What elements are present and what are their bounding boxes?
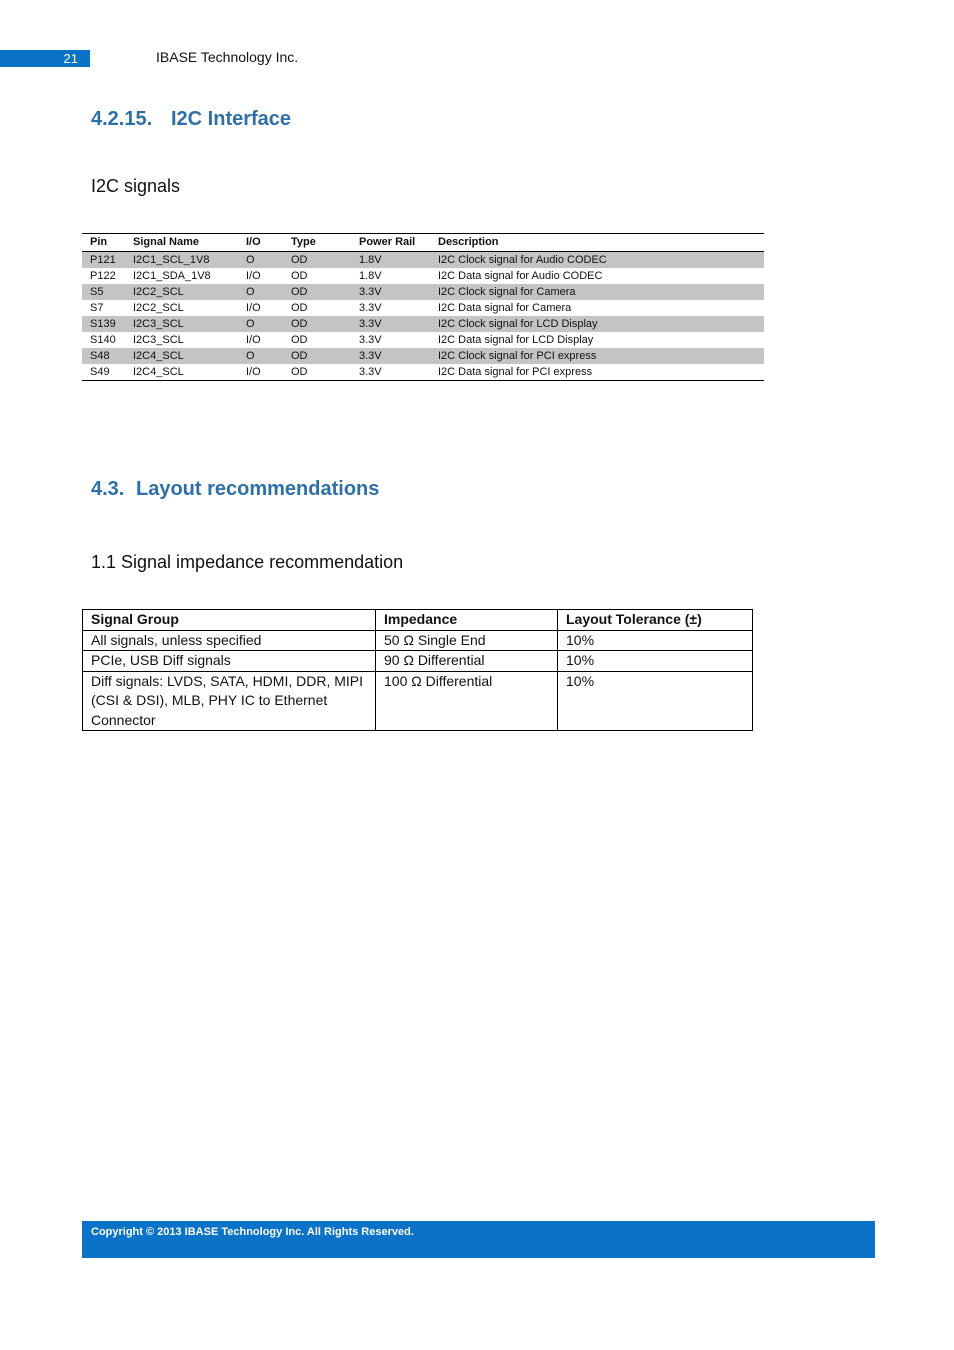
table-cell: O <box>238 348 283 364</box>
layout-subtitle: 1.1 Signal impedance recommendation <box>91 552 404 572</box>
table-cell: I2C4_SCL <box>125 364 238 381</box>
table-cell: I2C2_SCL <box>133 302 184 314</box>
page-number: 21 <box>0 50 90 67</box>
table-cell: I2C Clock signal for LCD Display <box>430 316 764 332</box>
table-cell: 3.3V <box>351 348 430 364</box>
table-cell: I2C Data signal for Audio CODEC <box>438 270 603 282</box>
table-cell: 10% <box>558 671 753 731</box>
table-cell: OD <box>283 284 351 300</box>
table-cell: I2C1_SDA_1V8 <box>133 270 211 282</box>
table-cell: S140 <box>90 334 116 346</box>
table-cell: I2C2_SCL <box>125 284 238 300</box>
table-cell: 50 Ω Single End <box>376 630 558 651</box>
table-row <box>82 332 764 348</box>
table-cell: O <box>238 252 283 269</box>
table-cell: All signals, unless specified <box>83 630 376 651</box>
table-cell: OD <box>283 348 351 364</box>
table-cell: I/O <box>246 302 261 314</box>
column-header: Impedance <box>376 610 558 631</box>
section-number: 4.3. <box>91 478 125 500</box>
table-cell: 1.8V <box>359 270 382 282</box>
table-cell: I2C3_SCL <box>133 334 184 346</box>
column-header: Layout Tolerance (±) <box>558 610 753 631</box>
table-cell: S5 <box>82 284 125 300</box>
table-header-row <box>82 234 764 252</box>
table-cell: I/O <box>246 270 261 282</box>
table-cell: P121 <box>82 252 125 269</box>
table-cell: I/O <box>246 334 261 346</box>
table-cell: I/O <box>238 364 283 381</box>
table-cell: PCIe, USB Diff signals <box>83 651 376 672</box>
footer-bar <box>82 1221 875 1258</box>
table-row <box>82 268 764 284</box>
section-heading-layout <box>91 478 379 501</box>
table-cell: Diff signals: LVDS, SATA, HDMI, DDR, MIPI (CSI & DSI), MLB, PHY IC to Ethernet Connector <box>83 671 376 731</box>
table-cell: O <box>238 284 283 300</box>
table-cell: 3.3V <box>351 364 430 381</box>
table-row <box>83 671 753 731</box>
table-cell: S7 <box>90 302 104 314</box>
table-cell: OD <box>283 316 351 332</box>
i2c-signal-table <box>82 233 764 381</box>
table-cell: OD <box>283 364 351 381</box>
table-cell: 3.3V <box>351 316 430 332</box>
column-header: Signal Name <box>125 234 238 252</box>
section-number: 4.2.15. <box>91 108 153 130</box>
table-cell: P122 <box>90 270 116 282</box>
table-cell: OD <box>291 270 308 282</box>
table-cell: I2C1_SCL_1V8 <box>125 252 238 269</box>
table-row <box>82 300 764 316</box>
table-row <box>82 348 764 364</box>
table-cell: I2C Data signal for LCD Display <box>438 334 594 346</box>
table-cell: 3.3V <box>351 284 430 300</box>
column-header: Pin <box>82 234 125 252</box>
column-header: Type <box>283 234 351 252</box>
company-name: IBASE Technology Inc. <box>156 49 299 65</box>
impedance-table <box>82 609 753 731</box>
table-cell: I2C Clock signal for Camera <box>430 284 764 300</box>
table-cell: I2C Data signal for PCI express <box>430 364 764 381</box>
table-cell: 3.3V <box>359 302 382 314</box>
section-title: Layout recommendations <box>136 478 380 500</box>
table-cell: S139 <box>82 316 125 332</box>
table-row <box>82 316 764 332</box>
table-cell: 10% <box>558 630 753 651</box>
table-cell: 100 Ω Differential <box>376 671 558 731</box>
table-row <box>82 252 764 269</box>
table-cell: 3.3V <box>359 334 382 346</box>
i2c-subtitle: I2C signals <box>91 176 181 196</box>
column-header: Power Rail <box>351 234 430 252</box>
copyright-text: Copyright © 2013 IBASE Technology Inc. All Rights Reserved. <box>91 1226 414 1238</box>
table-cell: I2C Clock signal for PCI express <box>430 348 764 364</box>
column-header: I/O <box>238 234 283 252</box>
table-row <box>83 630 753 651</box>
table-cell: S48 <box>82 348 125 364</box>
table-row <box>82 364 764 381</box>
column-header: Description <box>430 234 764 252</box>
table-cell: 10% <box>558 651 753 672</box>
column-header: Signal Group <box>83 610 376 631</box>
table-cell: I2C Data signal for Camera <box>438 302 572 314</box>
section-title: I2C Interface <box>171 108 292 130</box>
table-header-row <box>83 610 753 631</box>
table-cell: 90 Ω Differential <box>376 651 558 672</box>
table-row <box>83 651 753 672</box>
table-cell: OD <box>283 252 351 269</box>
table-cell: O <box>238 316 283 332</box>
section-heading-i2c <box>91 108 291 131</box>
table-cell: I2C Clock signal for Audio CODEC <box>430 252 764 269</box>
table-row <box>82 284 764 300</box>
table-cell: S49 <box>82 364 125 381</box>
table-cell: OD <box>291 334 308 346</box>
table-cell: 1.8V <box>351 252 430 269</box>
table-cell: OD <box>291 302 308 314</box>
table-cell: I2C3_SCL <box>125 316 238 332</box>
table-cell: I2C4_SCL <box>125 348 238 364</box>
